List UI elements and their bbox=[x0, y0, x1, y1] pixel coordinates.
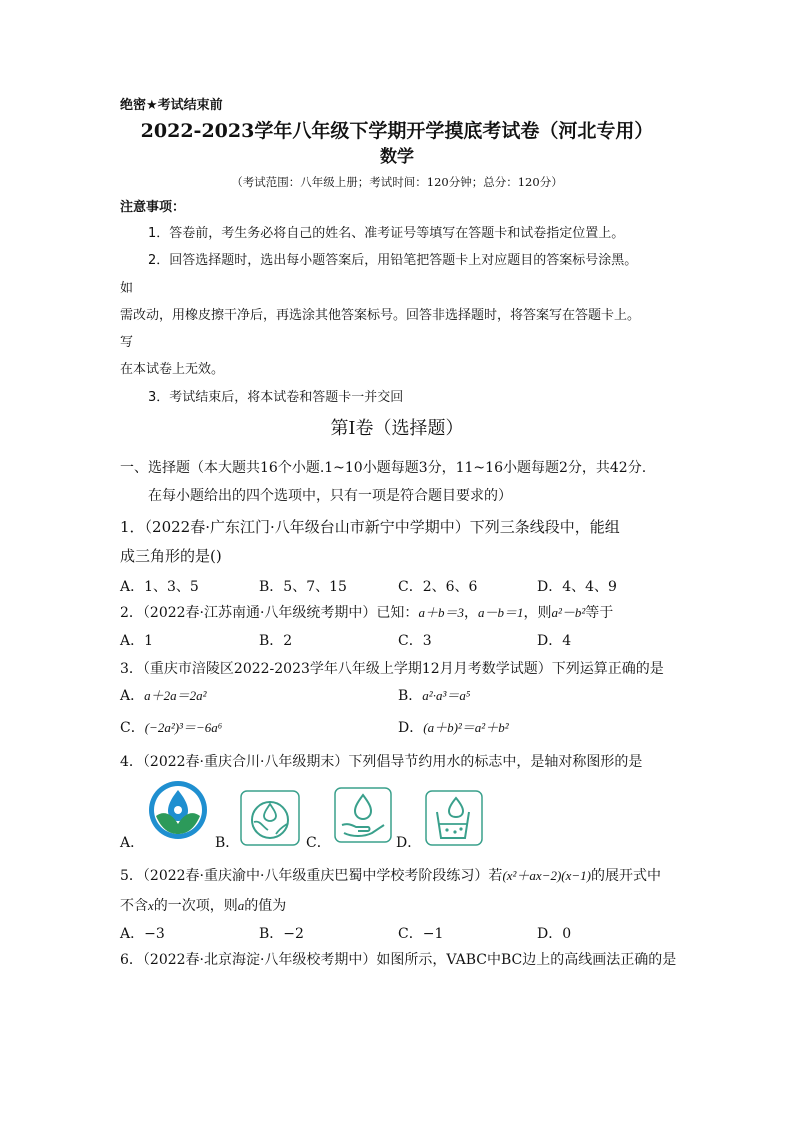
question-5-text-2: 的展开式中 bbox=[591, 868, 662, 884]
question-5-expr-1: (x²＋ax−2)(x−1) bbox=[502, 868, 592, 883]
question-4-option-b: B． bbox=[215, 835, 240, 851]
option-expr: (a＋b)²＝a²＋b² bbox=[423, 720, 509, 735]
option-label: D． bbox=[398, 720, 424, 736]
hand-drop-icon bbox=[334, 787, 392, 843]
question-3-option-b bbox=[398, 686, 470, 706]
question-5-text-5: 的值为 bbox=[244, 898, 287, 914]
question-5-option-a: A．−3 bbox=[120, 926, 165, 942]
question-2-tail: 等于 bbox=[585, 605, 614, 621]
question-1-option-c: C．2、6、6 bbox=[398, 579, 478, 595]
option-expr: a²·a³＝a⁵ bbox=[422, 688, 471, 703]
water-logo-icon bbox=[146, 780, 210, 840]
globe-water-icon bbox=[240, 790, 300, 846]
question-2-sep: ， bbox=[463, 605, 478, 621]
question-2-mid: ，则 bbox=[523, 605, 552, 621]
question-1-stem: 1．（2022春·广东江门·八年级台山市新宁中学期中）下列三条线段中，能组 bbox=[120, 518, 620, 536]
note-2-cont-3: 写 bbox=[120, 335, 134, 350]
note-1: 1．答卷前，考生务必将自己的姓名、准考证号等填写在答题卡和试卷指定位置上。 bbox=[148, 226, 625, 241]
question-5-stem bbox=[120, 866, 661, 886]
question-3-stem: 3．（重庆市涪陵区2022-2023学年八年级上学期12月月考数学试题）下列运算正确的是 bbox=[120, 661, 664, 677]
secret-label: 绝密★考试结束前 bbox=[120, 98, 223, 113]
question-3-option-c bbox=[120, 718, 222, 738]
question-2-expr-1: a＋b＝3 bbox=[418, 605, 464, 620]
question-4-option-a: A． bbox=[120, 835, 145, 851]
question-5-stem-cont bbox=[120, 896, 286, 916]
question-3-option-d bbox=[398, 718, 509, 738]
note-2-cont-1: 如 bbox=[120, 281, 134, 296]
question-5-expr-2: x bbox=[148, 898, 154, 913]
question-2-option-d: D．4 bbox=[537, 633, 572, 649]
notes-heading: 注意事项： bbox=[120, 200, 186, 215]
option-label: A． bbox=[120, 688, 145, 704]
subject-title: 数学 bbox=[380, 147, 414, 167]
question-6-stem: 6．（2022春·北京海淀·八年级校考期中）如图所示，VABC中BC边上的高线画法正确的是 bbox=[120, 952, 677, 968]
question-5-text-3: 不含 bbox=[120, 898, 148, 914]
option-label: C． bbox=[120, 720, 145, 736]
question-2-expr-3: a²－b² bbox=[551, 605, 586, 620]
question-2-expr-2: a－b＝1 bbox=[477, 605, 524, 620]
cup-drop-icon bbox=[425, 790, 483, 846]
question-5-option-d: D．0 bbox=[537, 926, 572, 942]
section-instructions-1: 一、选择题（本大题共16个小题.1~10小题每题3分，11~16小题每题2分，共42分. bbox=[120, 460, 647, 476]
question-5-option-c: C．−1 bbox=[398, 926, 444, 942]
note-2-cont-2: 需改动，用橡皮擦干净后，再选涂其他答案标号。回答非选择题时，将答案写在答题卡上。 bbox=[120, 308, 641, 323]
option-expr: a＋2a＝2a² bbox=[144, 688, 207, 703]
question-1-option-b: B．5、7、15 bbox=[259, 579, 347, 595]
section-instructions-2: 在每小题给出的四个选项中，只有一项是符合题目要求的） bbox=[148, 488, 512, 504]
question-4-option-c: C． bbox=[306, 835, 331, 851]
exam-info: （考试范围：八年级上册；考试时间：120分钟；总分：120分） bbox=[231, 175, 563, 189]
part-title: 第Ⅰ卷（选择题） bbox=[330, 418, 464, 439]
question-1-option-d: D．4、4、9 bbox=[537, 579, 617, 595]
option-expr: (−2a²)³＝−6a⁶ bbox=[144, 720, 223, 735]
question-5-text-4: 的一次项，则 bbox=[153, 898, 238, 914]
question-2-text: 2．（2022春·江苏南通·八年级统考期中）已知： bbox=[120, 605, 419, 621]
note-2-cont-4: 在本试卷上无效。 bbox=[120, 362, 225, 377]
option-label: B． bbox=[398, 688, 423, 704]
note-3: 3．考试结束后，将本试卷和答题卡一并交回 bbox=[148, 390, 404, 405]
question-4-stem: 4．（2022春·重庆合川·八年级期末）下列倡导节约用水的标志中，是轴对称图形的是 bbox=[120, 754, 643, 770]
question-2-option-a: A．1 bbox=[120, 633, 154, 649]
question-2-option-b: B．2 bbox=[259, 633, 293, 649]
question-5-option-b: B．−2 bbox=[259, 926, 304, 942]
question-3-option-a bbox=[120, 686, 207, 706]
question-1-option-a: A．1、3、5 bbox=[120, 579, 199, 595]
question-5-expr-3: a bbox=[237, 898, 245, 913]
exam-title: 2022-2023学年八年级下学期开学摸底考试卷（河北专用） bbox=[140, 120, 654, 142]
question-1-stem-cont: 成三角形的是() bbox=[120, 547, 222, 565]
question-5-text: 5．（2022春·重庆渝中·八年级重庆巴蜀中学校考阶段练习）若 bbox=[120, 868, 503, 884]
question-2-option-c: C．3 bbox=[398, 633, 432, 649]
question-4-option-d: D． bbox=[396, 835, 422, 851]
question-2-stem bbox=[120, 603, 613, 623]
note-2: 2．回答选择题时，选出每小题答案后，用铅笔把答题卡上对应题目的答案标号涂黑。 bbox=[148, 253, 638, 268]
